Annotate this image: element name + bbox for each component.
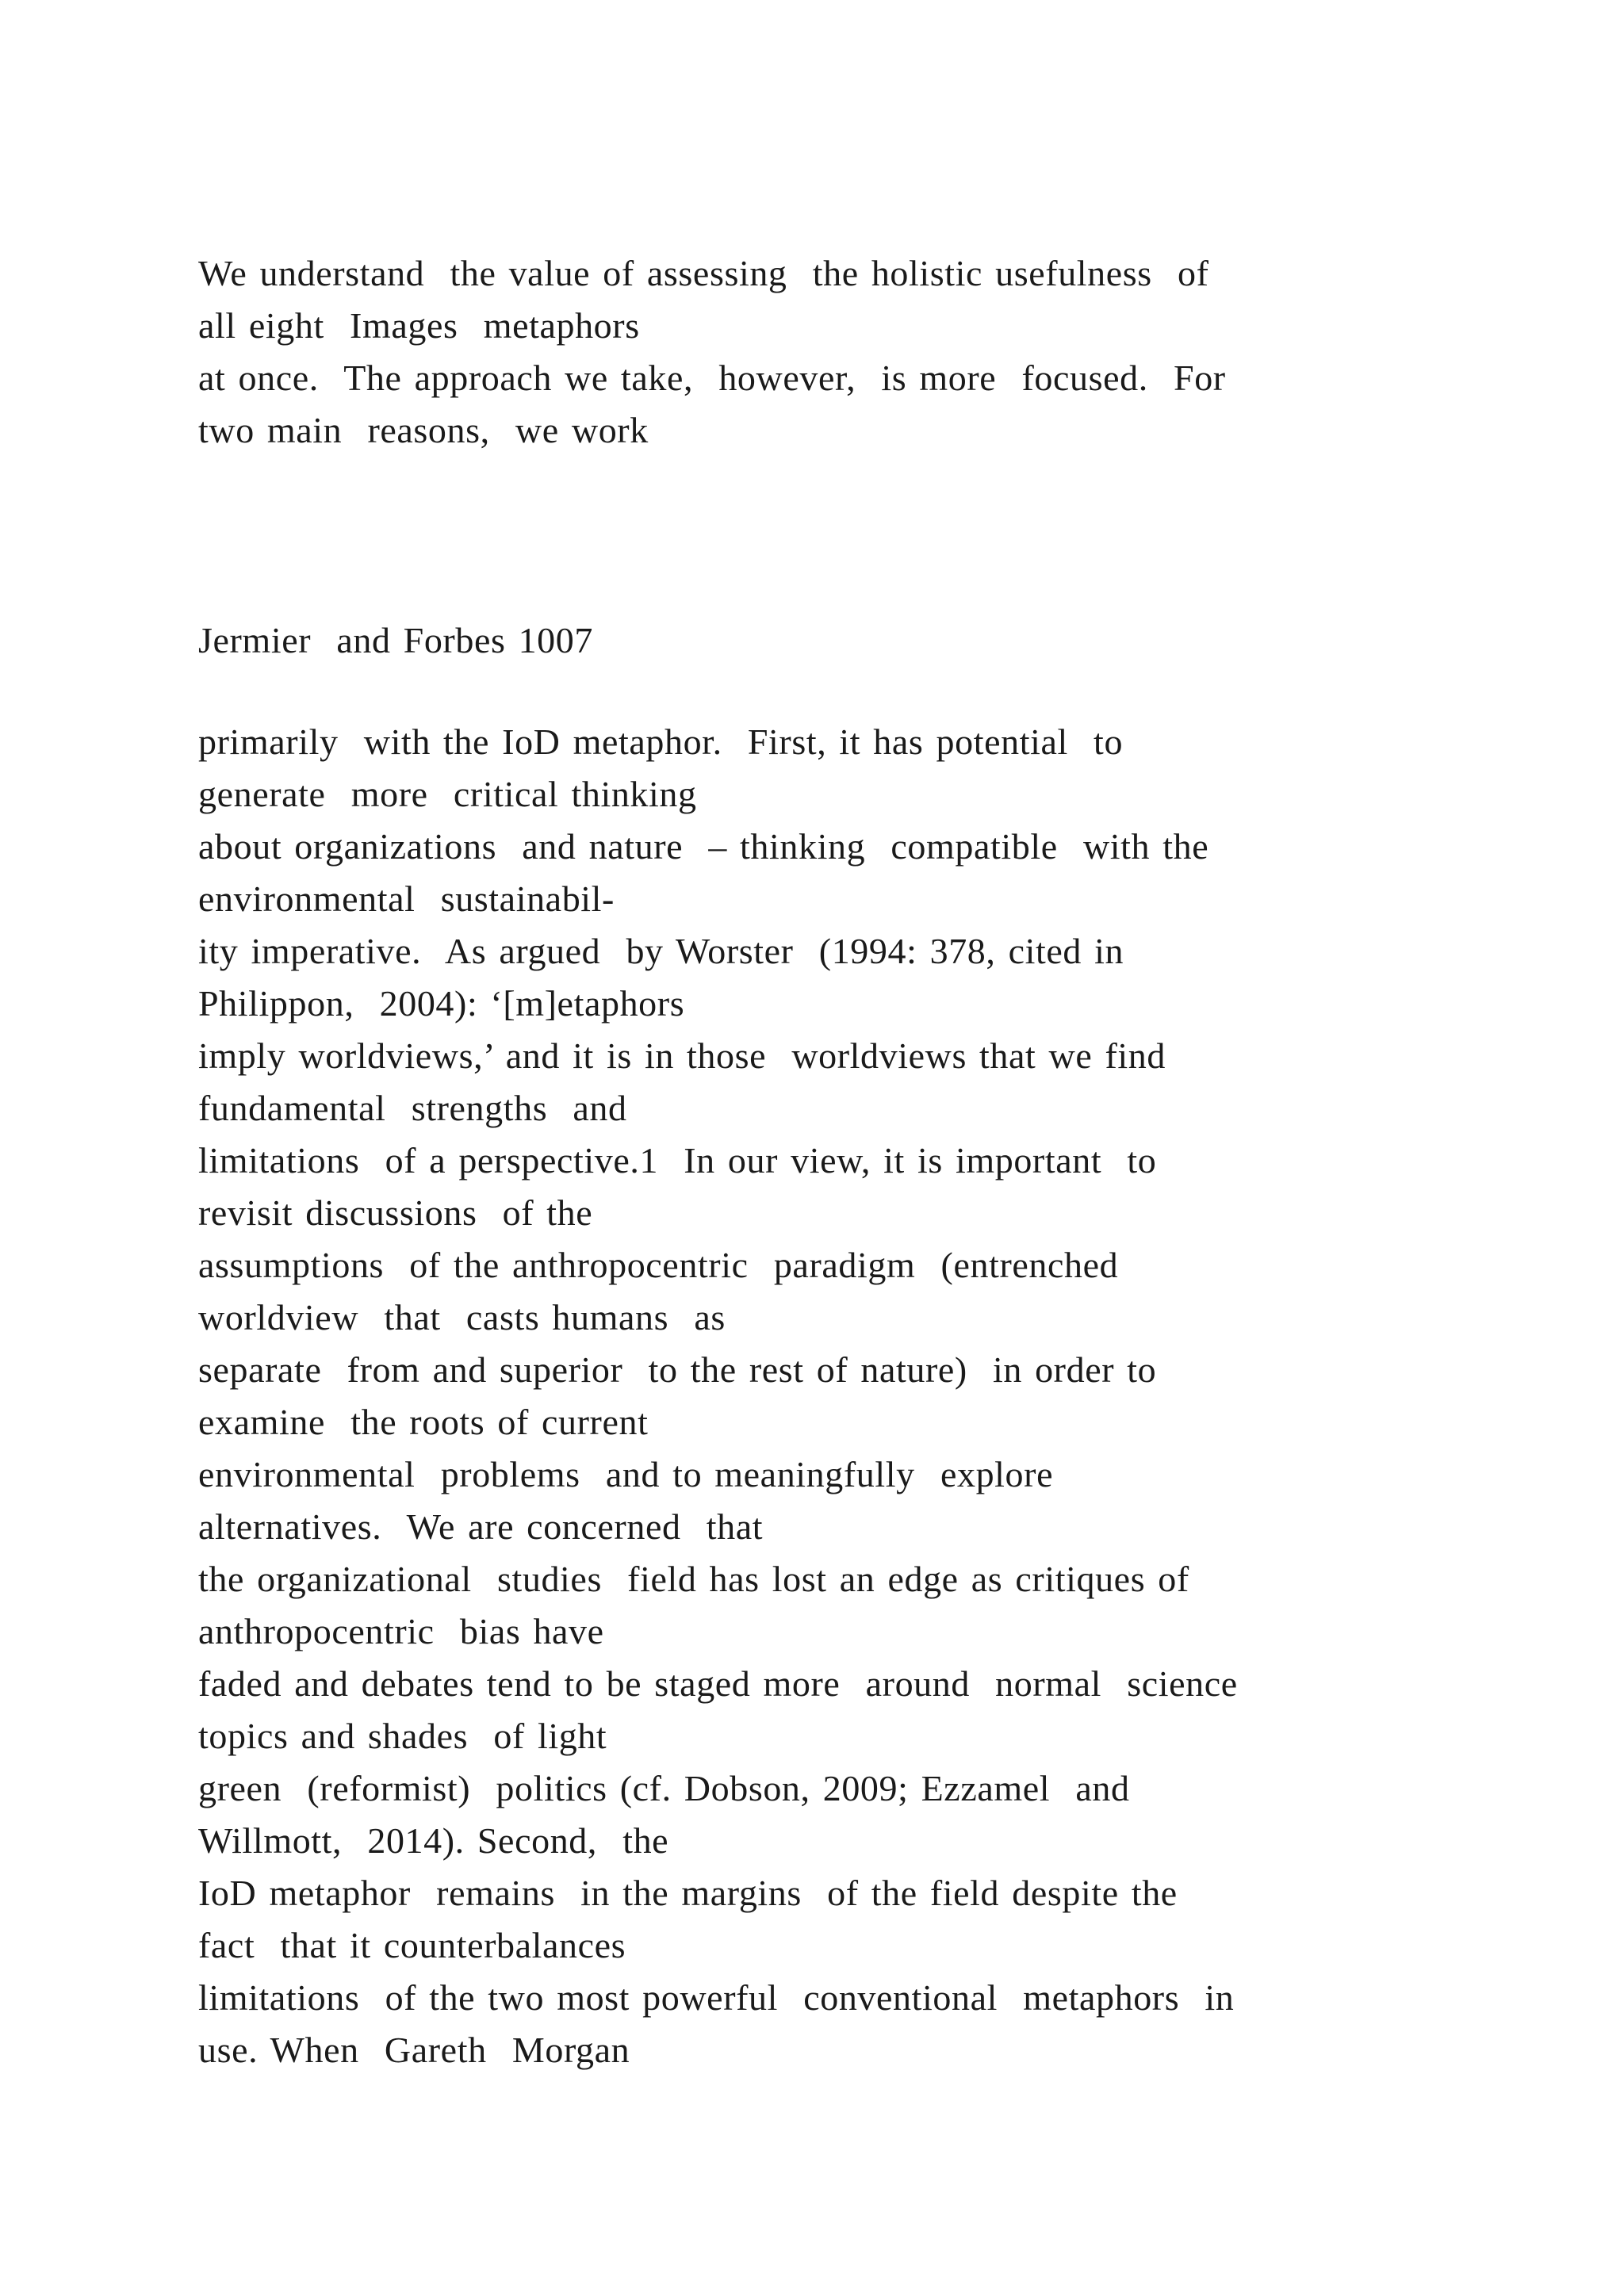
paragraph-line: environmental sustainabil- [198,878,615,919]
top-paragraph [198,247,1499,457]
paragraph-line: about organizations and nature – thinking compatible with the [198,826,1209,867]
paragraph-line: Philippon, 2004): ‘[m]etaphors [198,983,685,1024]
paragraph-line: environmental problems and to meaningfully explore [198,1454,1054,1494]
paragraph-line: imply worldviews,’ and it is in those worldviews that we find [198,1035,1166,1076]
paragraph-line: faded and debates tend to be staged more around normal science [198,1663,1238,1704]
paragraph-line: separate from and superior to the rest of nature) in order to [198,1349,1157,1390]
paragraph-line: use. When Gareth Morgan [198,2030,630,2070]
paragraph-line: at once. The approach we take, however, is more focused. For [198,358,1226,398]
paragraph-line: alternatives. We are concerned that [198,1506,764,1547]
paragraph-line: We understand the value of assessing the holistic usefulness of [198,253,1209,293]
paragraph-line: revisit discussions of the [198,1192,593,1233]
paragraph-line: anthropocentric bias have [198,1611,604,1651]
running-header-text: Jermier and Forbes 1007 [198,620,593,660]
paragraph-line: two main reasons, we work [198,410,649,450]
paragraph-line: assumptions of the anthropocentric paradigm (entrenched [198,1245,1119,1285]
paragraph-line: worldview that casts humans as [198,1297,726,1337]
paragraph-line: generate more critical thinking [198,774,697,814]
main-paragraph [198,716,1499,2076]
paragraph-line: the organizational studies field has lost an edge as critiques of [198,1559,1189,1599]
paragraph-line: primarily with the IoD metaphor. First, it has potential to [198,721,1124,762]
paragraph-line: green (reformist) politics (cf. Dobson, 2009; Ezzamel and [198,1768,1130,1808]
paragraph-line: fundamental strengths and [198,1088,627,1128]
paragraph-line: topics and shades of light [198,1716,607,1756]
paragraph-line: ity imperative. As argued by Worster (1994: 378, cited in [198,931,1124,971]
paragraph-line: Willmott, 2014). Second, the [198,1820,669,1861]
paragraph-line: limitations of a perspective.1 In our view, it is important to [198,1140,1157,1181]
running-header [198,614,1499,667]
paragraph-line: examine the roots of current [198,1402,649,1442]
paragraph-line: IoD metaphor remains in the margins of the field despite the [198,1873,1178,1913]
paragraph-line: all eight Images metaphors [198,305,640,346]
paragraph-line: limitations of the two most powerful conventional metaphors in [198,1977,1235,2018]
paragraph-line: fact that it counterbalances [198,1925,626,1965]
